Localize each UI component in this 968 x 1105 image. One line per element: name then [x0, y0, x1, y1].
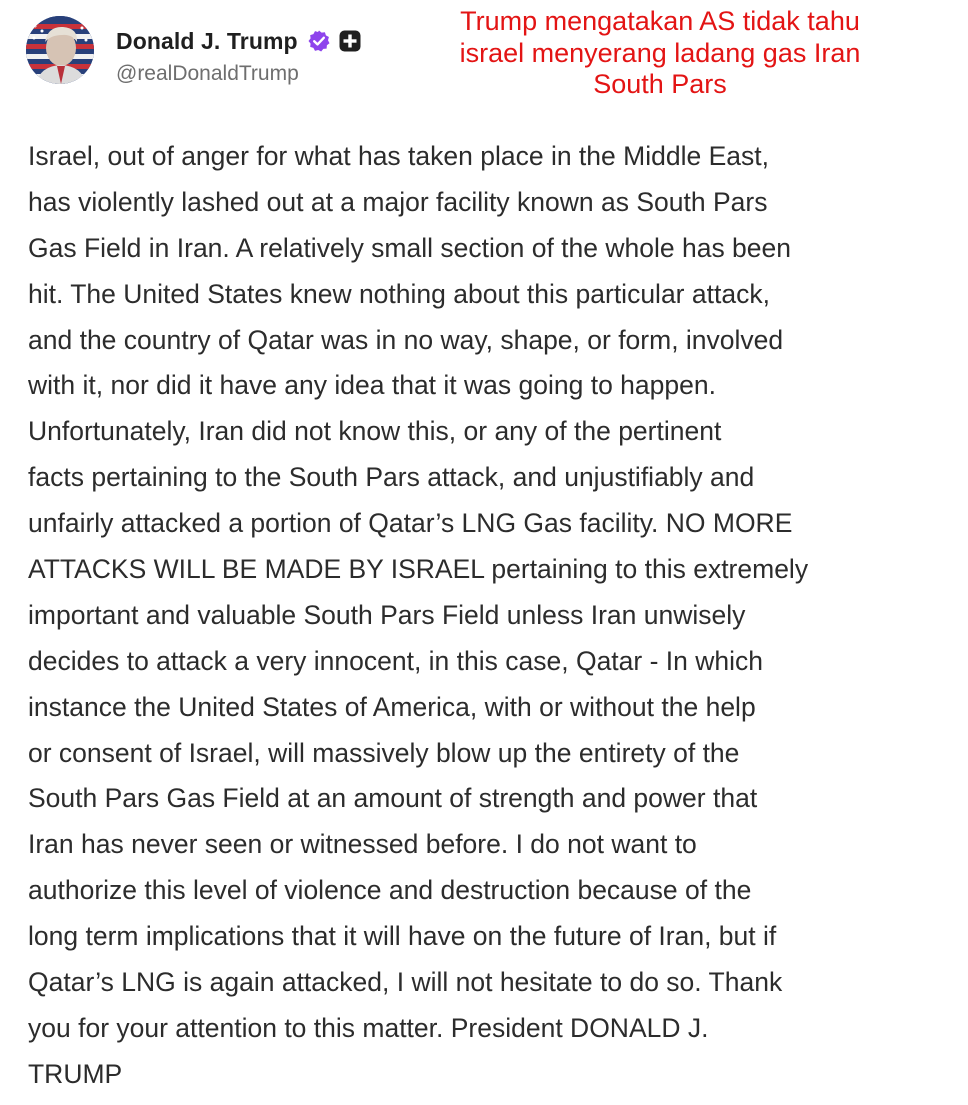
author-row [116, 24, 361, 58]
post-body-line: TRUMP [28, 1058, 123, 1089]
post-body-line: Gas Field in Iran. A relatively small section of the whole has been [28, 232, 792, 263]
post-body-line: decides to attack a very innocent, in this case, Qatar - In which [28, 645, 763, 676]
caption-line: israel menyerang ladang gas Iran [459, 37, 861, 68]
post-body-line: long term implications that it will have on the future of Iran, but if [28, 921, 777, 952]
post-body-line: has violently lashed out at a major facility known as South Pars [28, 186, 768, 217]
post-body-line: authorize this level of violence and destruction because of the [28, 875, 752, 906]
post-body-line: South Pars Gas Field at an amount of strength and power that [28, 783, 758, 814]
post-body-line: you for your attention to this matter. President DONALD J. [28, 1012, 709, 1043]
post-body [28, 134, 953, 1098]
caption-line: South Pars [593, 69, 727, 99]
author-display-name[interactable]: Donald J. Trump [116, 27, 298, 54]
post-body-line: and the country of Qatar was in no way, shape, or form, involved [28, 324, 784, 355]
author-handle[interactable]: @realDonaldTrump [116, 62, 299, 85]
author-avatar[interactable] [26, 16, 94, 84]
post-body-line: ATTACKS WILL BE MADE BY ISRAEL pertaining to this extremely [28, 554, 809, 585]
post-body-line: with it, nor did it have any idea that it was going to happen. [28, 370, 716, 401]
post-body-line: hit. The United States knew nothing about this particular attack, [28, 278, 770, 309]
post-body-line: instance the United States of America, with or without the help [28, 691, 756, 722]
post-body-line: Iran has never seen or witnessed before. I do not want to [28, 829, 697, 860]
plus-follow-icon[interactable] [339, 30, 361, 52]
caption-line: Trump mengatakan AS tidak tahu [460, 6, 860, 36]
post-body-line: unfairly attacked a portion of Qatar’s LNG Gas facility. NO MORE [28, 508, 793, 539]
post-body-line: Unfortunately, Iran did not know this, or any of the pertinent [28, 416, 722, 447]
post-body-line: Israel, out of anger for what has taken place in the Middle East, [28, 141, 769, 171]
post-body-line: Qatar’s LNG is again attacked, I will not hesitate to do so. Thank [28, 967, 783, 998]
post-header [0, 0, 968, 130]
verified-badge-icon [307, 29, 331, 53]
post-body-line: important and valuable South Pars Field unless Iran unwisely [28, 599, 746, 630]
post-body-line: facts pertaining to the South Pars attack, and unjustifiably and [28, 462, 755, 493]
post-body-line: or consent of Israel, will massively blow up the entirety of the [28, 737, 740, 768]
avatar-portrait-icon [26, 16, 94, 84]
caption-overlay [408, 6, 912, 101]
